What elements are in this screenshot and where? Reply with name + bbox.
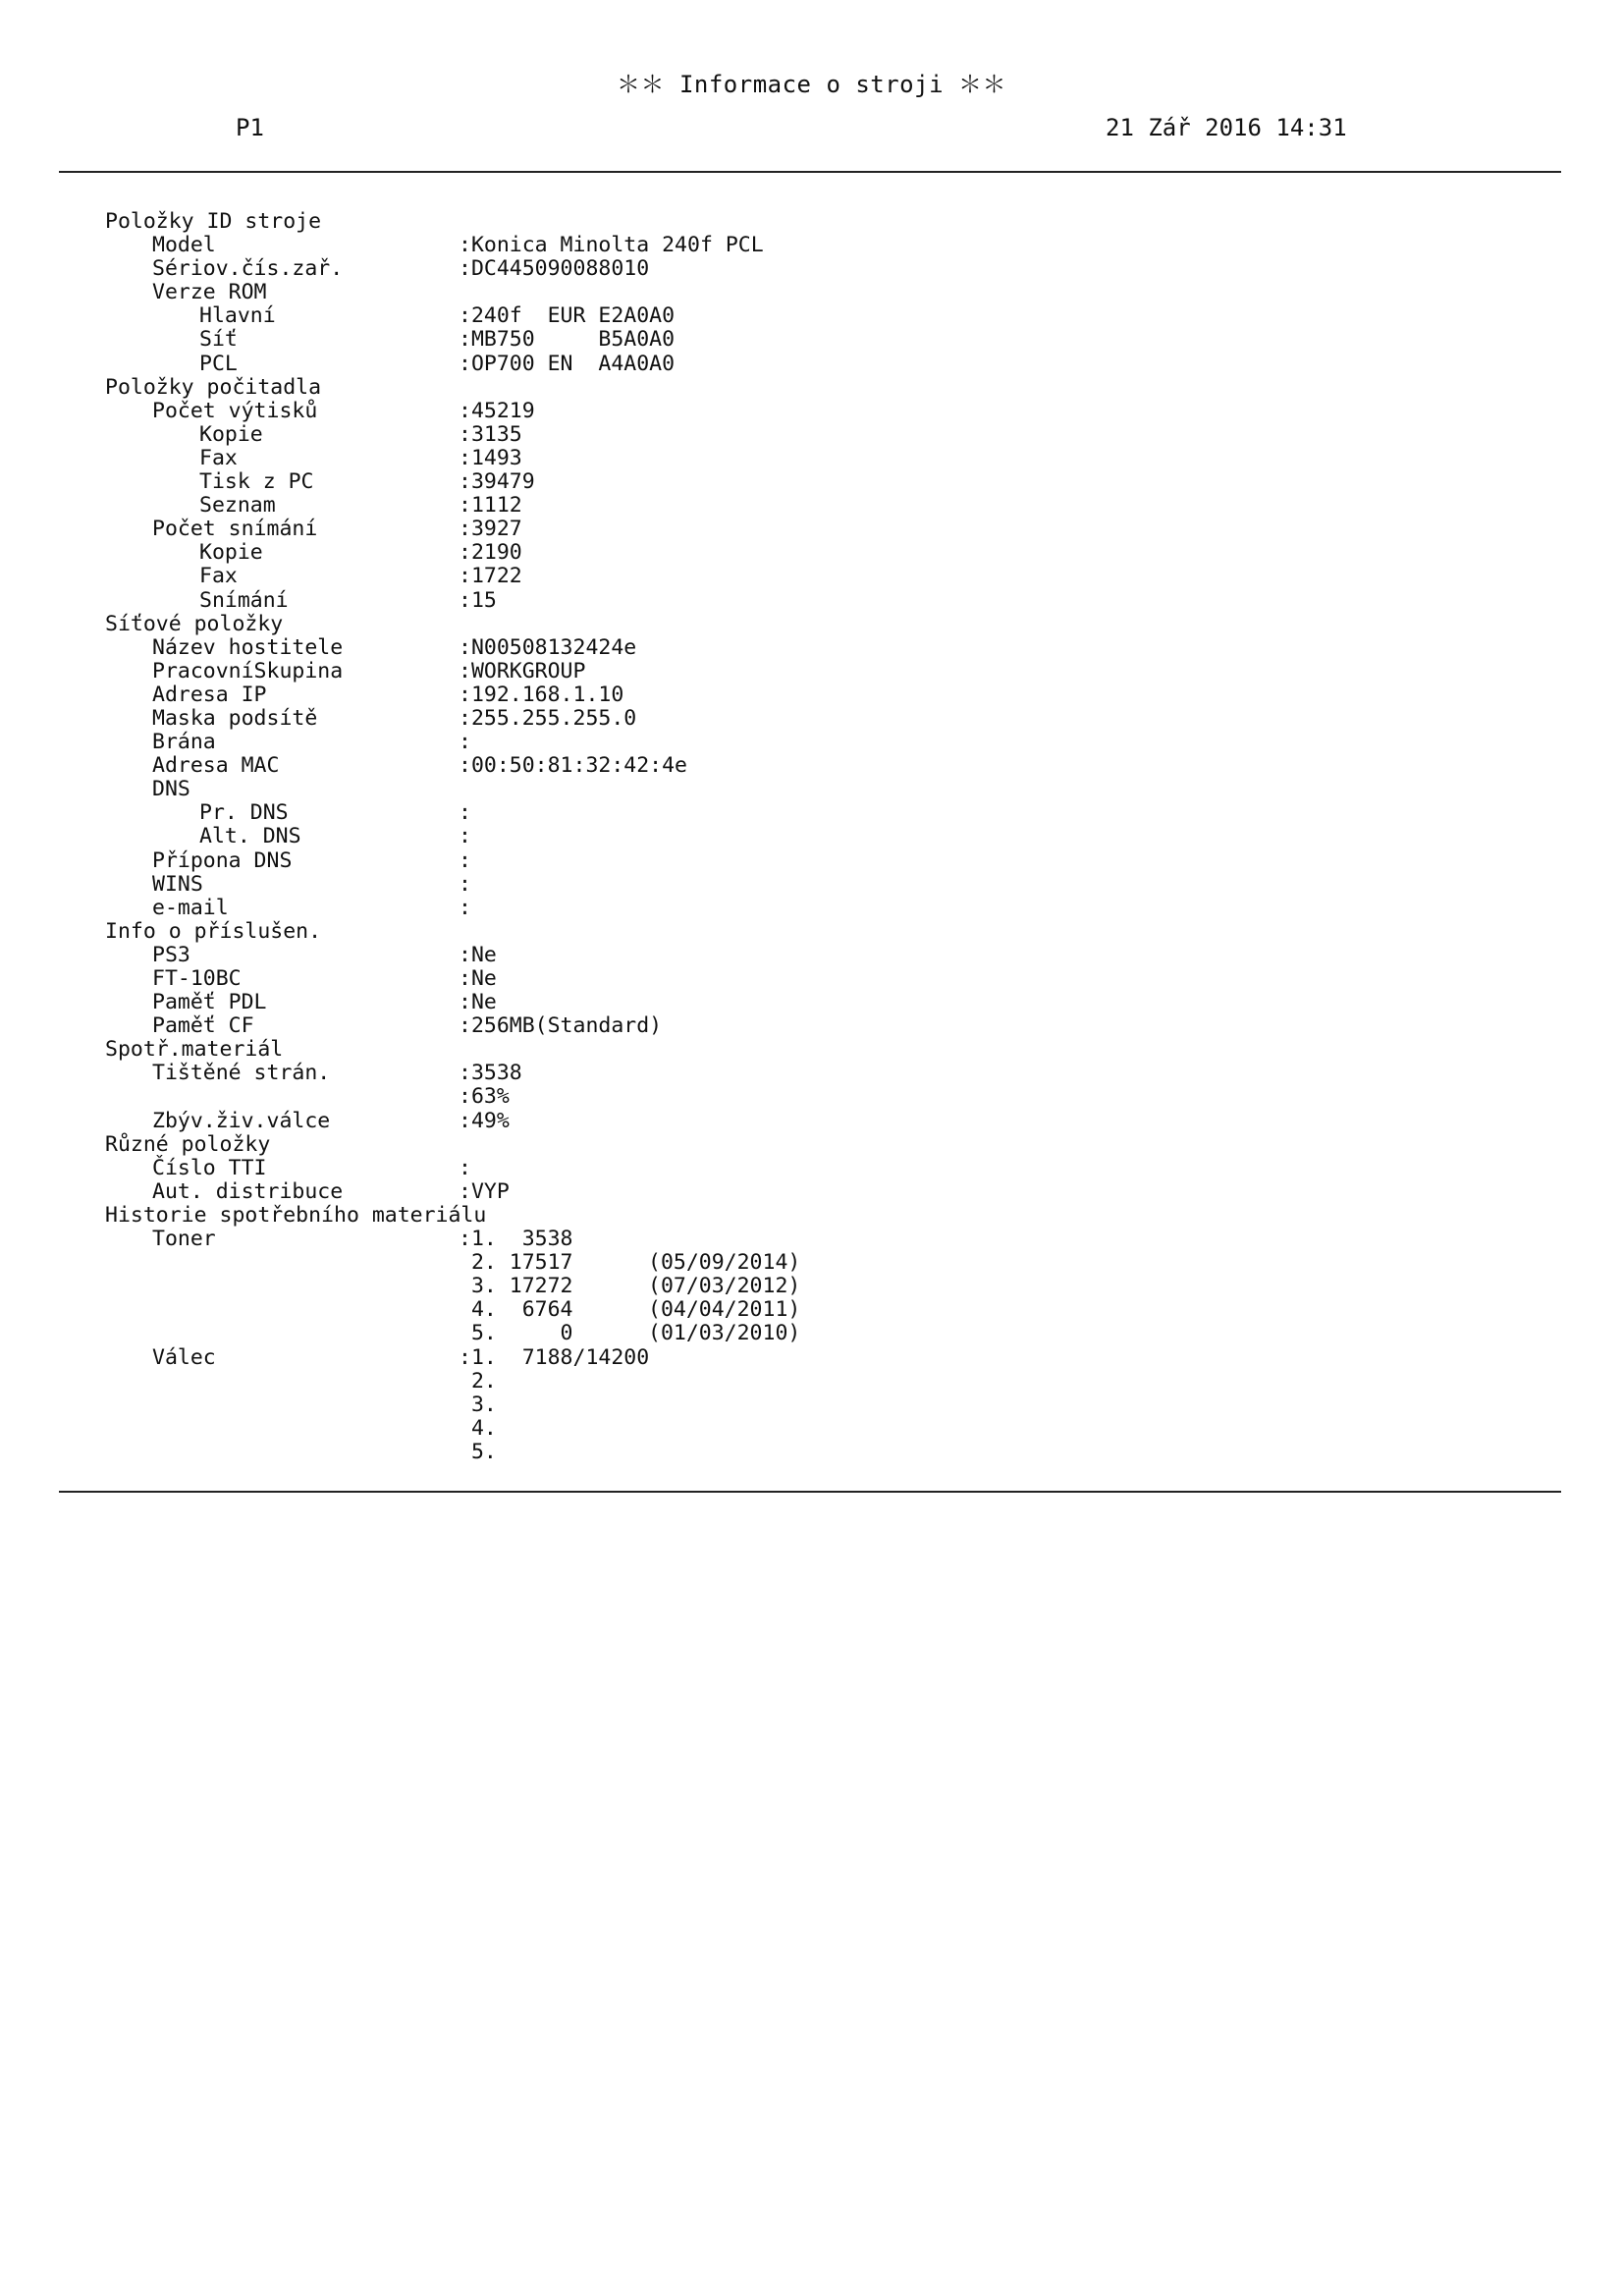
field-label: Toner	[152, 1227, 216, 1252]
field-value: :45219	[459, 398, 535, 423]
field-label: Fax	[199, 445, 238, 470]
field-value: :Ne	[459, 942, 497, 967]
section-heading: Položky počitadla	[105, 374, 322, 400]
field-value: :256MB(Standard)	[459, 1013, 663, 1039]
field-label: Počet snímání	[152, 517, 318, 542]
history-entry: 2.	[459, 1368, 497, 1394]
history-entry: 2. 17517	[459, 1250, 573, 1276]
field-value: :1112	[459, 493, 522, 519]
field-value: :DC445090088010	[459, 256, 650, 282]
history-row-toner-3	[0, 1275, 1623, 1298]
field-label: Model	[152, 233, 216, 258]
history-entry: 5. 0	[459, 1321, 573, 1346]
field-row-wins	[0, 873, 1623, 897]
field-value: :3538	[459, 1061, 522, 1086]
section-heading: Spotř.materiál	[105, 1037, 284, 1063]
field-row-pc-print	[0, 470, 1623, 494]
field-label: PCL	[199, 351, 238, 376]
field-row-printed-pages	[0, 1062, 1623, 1085]
field-label: WINS	[152, 871, 203, 897]
field-label: Fax	[199, 564, 238, 589]
field-value: :255.255.255.0	[459, 705, 637, 731]
history-row-toner-4	[0, 1298, 1623, 1322]
field-value: :49%	[459, 1108, 510, 1133]
field-value: :3927	[459, 517, 522, 542]
field-row-email	[0, 897, 1623, 920]
field-label: Alt. DNS	[199, 824, 301, 849]
history-date: (04/04/2011)	[648, 1297, 801, 1323]
field-label: Brána	[152, 730, 216, 755]
field-value: :	[459, 824, 471, 849]
history-row-toner-5	[0, 1322, 1623, 1345]
field-value: :2190	[459, 540, 522, 566]
field-value: :	[459, 1155, 471, 1180]
field-label: Adresa IP	[152, 682, 267, 707]
field-label: Seznam	[199, 493, 276, 519]
field-row-scans	[0, 518, 1623, 541]
bottom-divider	[59, 1491, 1561, 1493]
section-heading-counters	[0, 376, 1623, 400]
history-row-toner-2	[0, 1251, 1623, 1275]
field-label: Zbýv.živ.válce	[152, 1108, 331, 1133]
history-row-drum-4	[0, 1417, 1623, 1441]
history-row-drum-1	[0, 1346, 1623, 1370]
field-value: :	[459, 895, 471, 920]
field-label: Sériov.čís.zař.	[152, 256, 344, 282]
field-label: Verze ROM	[152, 280, 267, 305]
field-label: Číslo TTI	[152, 1155, 267, 1180]
field-value: :00:50:81:32:42:4e	[459, 753, 687, 779]
field-row-drum-life	[0, 1110, 1623, 1133]
field-row-fax	[0, 447, 1623, 470]
field-value: :192.168.1.10	[459, 682, 624, 707]
history-entry: 4. 6764	[459, 1297, 573, 1323]
print-datetime: 21 Zář 2016 14:31	[1106, 114, 1347, 141]
history-entry: :1. 3538	[459, 1227, 573, 1252]
field-label: DNS	[152, 777, 190, 802]
history-row-toner-1	[0, 1228, 1623, 1251]
field-label: PS3	[152, 942, 190, 967]
field-row-pdl-memory	[0, 991, 1623, 1014]
field-row-ip	[0, 683, 1623, 707]
field-label: Paměť PDL	[152, 990, 267, 1015]
section-heading: Síťové položky	[105, 611, 284, 636]
field-row-rom-net	[0, 328, 1623, 352]
field-row-scan	[0, 589, 1623, 613]
field-value: :1722	[459, 564, 522, 589]
field-value: :3135	[459, 421, 522, 447]
field-row-scan-copy	[0, 541, 1623, 565]
field-row-list	[0, 494, 1623, 518]
field-row-auto-distribution	[0, 1180, 1623, 1204]
field-value: :N00508132424e	[459, 634, 637, 660]
field-row-tti	[0, 1157, 1623, 1180]
section-heading-misc	[0, 1133, 1623, 1157]
field-row-workgroup	[0, 660, 1623, 683]
field-row-mac	[0, 754, 1623, 778]
field-label: Tištěné strán.	[152, 1061, 331, 1086]
field-label: e-mail	[152, 895, 229, 920]
field-label: Kopie	[199, 540, 263, 566]
section-heading-accessories	[0, 920, 1623, 944]
field-label: Maska podsítě	[152, 705, 318, 731]
section-heading-machine-id	[0, 210, 1623, 234]
field-label: Tisk z PC	[199, 469, 314, 495]
field-value: :	[459, 847, 471, 873]
field-label: Přípona DNS	[152, 847, 293, 873]
field-value: :Konica Minolta 240f PCL	[459, 233, 764, 258]
section-heading: Položky ID stroje	[105, 209, 322, 234]
field-row-primary-dns	[0, 801, 1623, 825]
field-value: :63%	[459, 1084, 510, 1110]
field-value: :Ne	[459, 990, 497, 1015]
page-number: P1	[236, 114, 264, 141]
field-row-model	[0, 234, 1623, 257]
history-date: (01/03/2010)	[648, 1321, 801, 1346]
field-label: Pr. DNS	[199, 800, 289, 826]
field-row-ft10bc	[0, 967, 1623, 991]
section-heading-history	[0, 1204, 1623, 1228]
field-value: :39479	[459, 469, 535, 495]
field-row-subnet	[0, 707, 1623, 731]
field-label: PracovníSkupina	[152, 658, 344, 683]
field-row-scan-fax	[0, 565, 1623, 588]
section-heading-network	[0, 613, 1623, 636]
history-row-drum-2	[0, 1370, 1623, 1394]
field-value: :MB750 B5A0A0	[459, 327, 676, 353]
field-value: :15	[459, 587, 497, 613]
field-row-rom-pcl	[0, 353, 1623, 376]
top-divider	[59, 171, 1561, 173]
report-body	[0, 210, 1623, 1464]
field-row-gateway	[0, 731, 1623, 754]
field-value: :VYP	[459, 1178, 510, 1204]
field-row-serial	[0, 257, 1623, 281]
field-value: :OP700 EN A4A0A0	[459, 351, 676, 376]
field-label: Válec	[152, 1344, 216, 1370]
history-date: (07/03/2012)	[648, 1274, 801, 1299]
field-label: Adresa MAC	[152, 753, 280, 779]
history-entry: 4.	[459, 1415, 497, 1441]
field-row-prints	[0, 400, 1623, 423]
section-heading-consumables	[0, 1038, 1623, 1062]
history-entry: 3. 17272	[459, 1274, 573, 1299]
field-value: :240f EUR E2A0A0	[459, 303, 676, 329]
field-row-printed-percent	[0, 1085, 1623, 1109]
field-value: :	[459, 800, 471, 826]
history-entry: 5.	[459, 1439, 497, 1464]
history-date: (05/09/2014)	[648, 1250, 801, 1276]
field-row-ps3	[0, 944, 1623, 967]
field-label: Kopie	[199, 421, 263, 447]
field-label: Aut. distribuce	[152, 1178, 344, 1204]
section-heading: Info o příslušen.	[105, 918, 322, 944]
field-row-rom-main	[0, 304, 1623, 328]
report-title: ＊＊ Informace o stroji ＊＊	[617, 71, 1006, 98]
field-row-dns	[0, 778, 1623, 801]
field-row-copy	[0, 423, 1623, 447]
field-label: Snímání	[199, 587, 289, 613]
section-heading: Historie spotřebního materiálu	[105, 1202, 487, 1228]
history-row-drum-5	[0, 1441, 1623, 1464]
history-entry: 3.	[459, 1392, 497, 1417]
field-value: :Ne	[459, 966, 497, 991]
history-entry: :1. 7188/14200	[459, 1344, 650, 1370]
field-row-dns-suffix	[0, 849, 1623, 873]
field-value: :	[459, 730, 471, 755]
field-label: FT-10BC	[152, 966, 242, 991]
field-label: Hlavní	[199, 303, 276, 329]
section-heading: Různé položky	[105, 1131, 271, 1157]
field-value: :WORKGROUP	[459, 658, 586, 683]
history-row-drum-3	[0, 1394, 1623, 1417]
field-value: :	[459, 871, 471, 897]
field-row-hostname	[0, 636, 1623, 660]
field-row-cf-memory	[0, 1014, 1623, 1038]
field-row-alt-dns	[0, 825, 1623, 848]
field-row-rom	[0, 281, 1623, 304]
field-label: Název hostitele	[152, 634, 344, 660]
field-label: Počet výtisků	[152, 398, 318, 423]
field-value: :1493	[459, 445, 522, 470]
field-label: Paměť CF	[152, 1013, 254, 1039]
field-label: Síť	[199, 327, 238, 353]
